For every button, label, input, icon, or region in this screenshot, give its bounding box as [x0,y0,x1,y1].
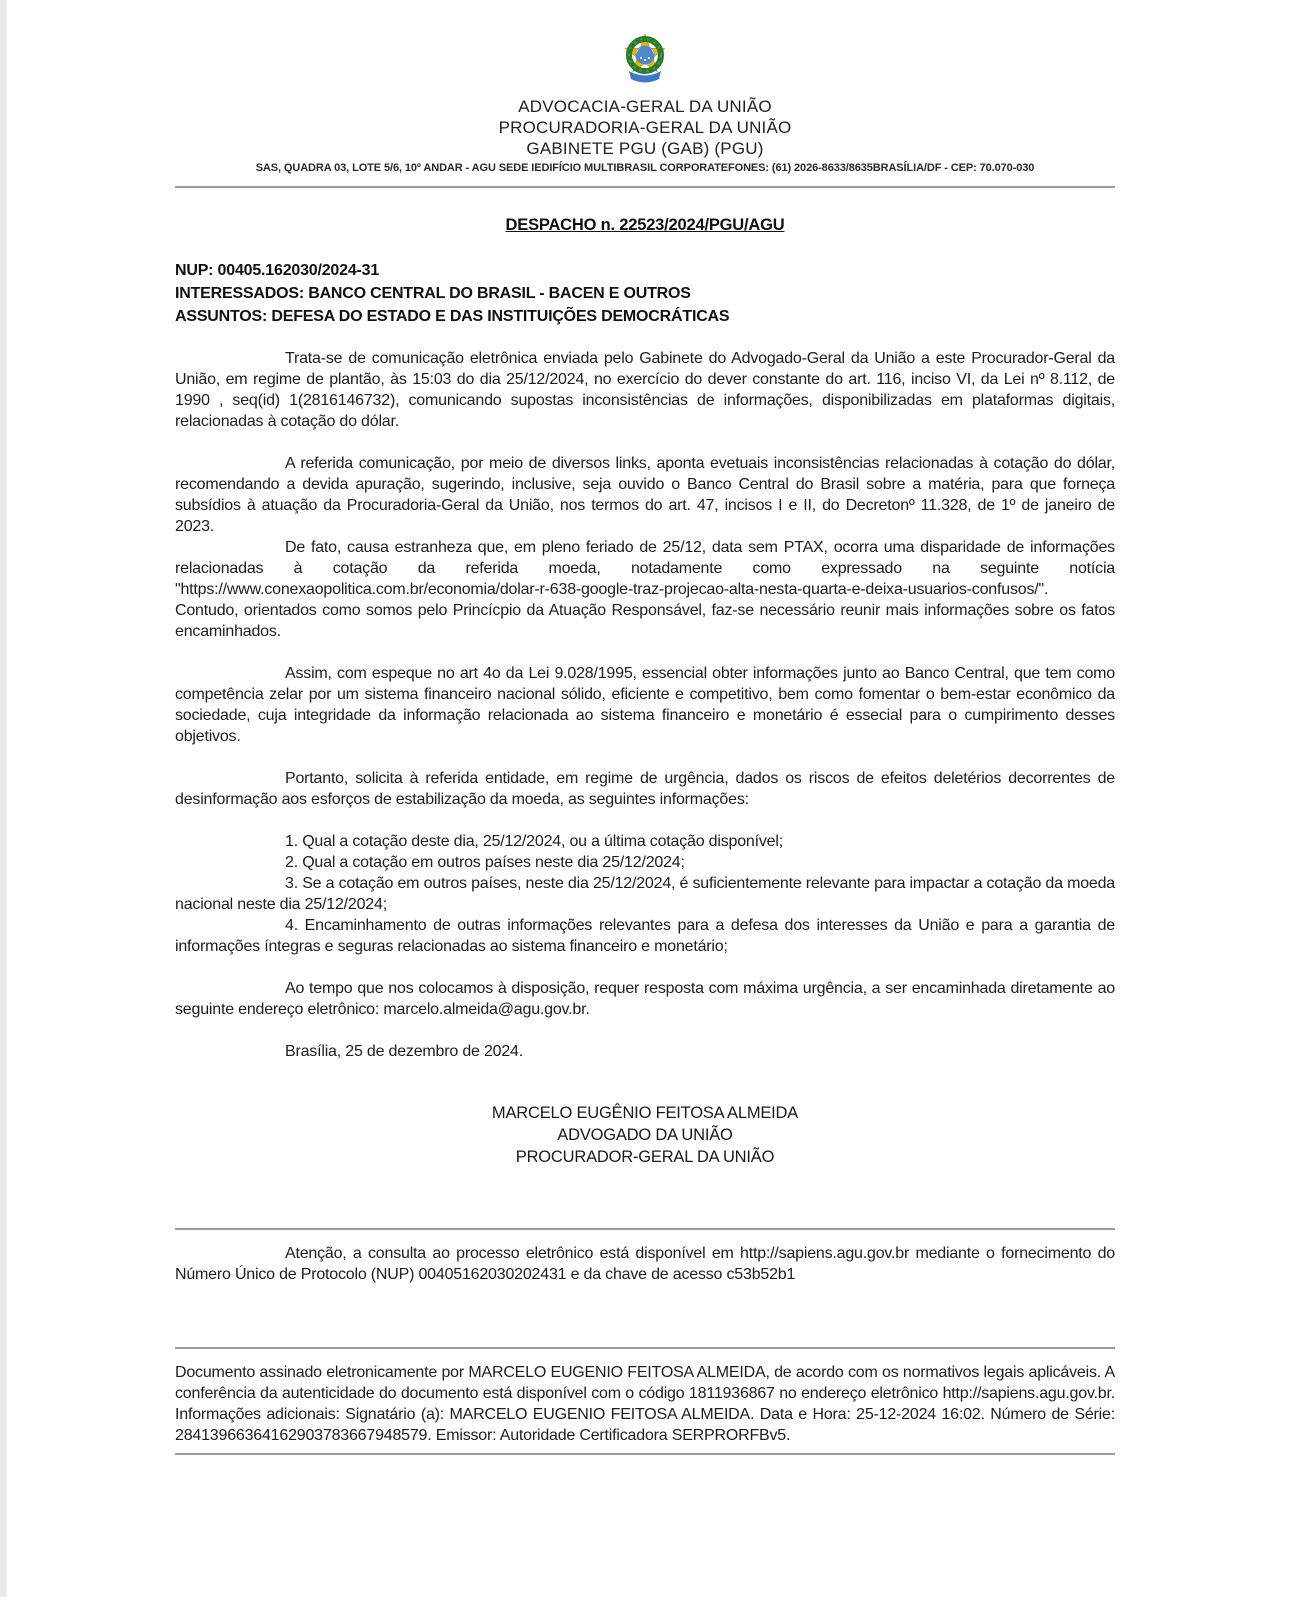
org-name-line3: GABINETE PGU (GAB) (PGU) [526,139,764,158]
header-address: SAS, QUADRA 03, LOTE 5/6, 10º ANDAR - AGU SEDE IEDIFÍCIO MULTIBRASIL CORPORATEFONES: (61) 2026-8633/8635BRASÍLIA/DF - CEP: 70.070-030 [255,162,1035,174]
meta-interessados: INTERESSADOS: BANCO CENTRAL DO BRASIL - BACEN E OUTROS [175,285,691,302]
brazil-coat-of-arms-logo [613,26,677,92]
paragraph-5: Portanto, solicita à referida entidade, em regime de urgência, dados os riscos de efeitos deletérios decorrentes de desinformação aos esforços de estabilização da moeda, as seguintes informações: [175,770,1115,808]
footer-bottom-divider [175,1453,1115,1455]
list-item-4: 4. Encaminhamento de outras informações relevantes para a defesa dos interesses da União e para a garantia de informações íntegras e seguras relacionadas ao sistema financeiro e monetário; [175,917,1115,955]
footer-top-divider [175,1347,1115,1349]
signature-block [175,1102,1115,1168]
brazil-coat-of-arms-icon [613,26,677,92]
notice-top-divider [175,1228,1115,1230]
signer-role-1: ADVOGADO DA UNIÃO [557,1126,733,1144]
org-name-line2: PROCURADORIA-GERAL DA UNIÃO [498,118,792,137]
paragraph-4: Assim, com espeque no art 4o da Lei 9.028/1995, essencial obter informações junto ao Banco Central, que tem como competência zelar por um sistema financeiro nacional sólido, eficiente e competitivo, bem como fomentar o bem-estar econômico da sociedade, cuja integridade da informação relacionada ao sistema financeiro e monetário é essecial para o cumpirimento desses objetivos. [175,665,1115,745]
org-name-line1: ADVOCACIA-GERAL DA UNIÃO [518,97,772,116]
paragraph-1: Trata-se de comunicação eletrônica enviada pelo Gabinete do Advogado-Geral da União a este Procurador-Geral da União, em regime de plantão, às 15:03 do dia 25/12/2024, no exercício do dever constante do art. 116, inciso VI, da Lei nº 8.112, de 1990 , seq(id) 1(2816146732), comunicando supostas inconsistências de informações, disponibilizadas em plataformas digitais, relacionadas à cotação do dólar. [175,350,1115,430]
scan-edge-artifact [0,0,7,1597]
document-title: DESPACHO n. 22523/2024/PGU/AGU [505,216,785,234]
signer-name: MARCELO EUGÊNIO FEITOSA ALMEIDA [491,1104,799,1122]
meta-nup: NUP: 00405.162030/2024-31 [175,262,380,279]
paragraph-3: De fato, causa estranheza que, em pleno feriado de 25/12, data sem PTAX, ocorra uma disparidade de informações relacionadas à cotação da referida moeda, notadamente como expressado na seguinte notícia "https://www.conexaopolitica.com.br/economia/dolar-r-638-google-traz-projecao-alta-nesta-quarta-e-deixa-usuarios-confusos/". Contudo, orientados como somos pelo Princícpio da Atuação Responsável, faz-se necessário reunir mais informações sobre os fatos encaminhados. [175,539,1115,640]
list-item-3: 3. Se a cotação em outros países, neste dia 25/12/2024, é suficientemente relevante para impactar a cotação da moeda nacional neste dia 25/12/2024; [175,875,1115,913]
notice-paragraph: Atenção, a consulta ao processo eletrônico está disponível em http://sapiens.agu.gov.br mediante o fornecimento do Número Único de Protocolo (NUP) 00405162030202431 e da chave de acesso c53b52b1 [175,1245,1115,1283]
closing-paragraph: Ao tempo que nos colocamos à disposição, requer resposta com máxima urgência, a ser encaminhada diretamente ao seguinte endereço eletrônico: marcelo.almeida@agu.gov.br. [175,980,1115,1018]
list-item-2: 2. Qual a cotação em outros países neste dia 25/12/2024; [285,854,685,871]
list-item-1: 1. Qual a cotação deste dia, 25/12/2024, ou a última cotação disponível; [285,833,783,850]
document-meta [175,259,1115,328]
header-divider [175,186,1115,188]
date-line: Brasília, 25 de dezembro de 2024. [285,1043,524,1060]
electronic-signature-text: Documento assinado eletronicamente por MARCELO EUGENIO FEITOSA ALMEIDA, de acordo com os normativos legais aplicáveis. A conferência da autenticidade do documento está disponível com o código 1811936867 no endereço eletrônico http://sapiens.agu.gov.br. Informações adicionais: Signatário (a): MARCELO EUGENIO FEITOSA ALMEIDA. Data e Hora: 25-12-2024 16:02. Número de Série: 28413966364162903783667948579. Emissor: Autoridade Certificadora SERPRORFBv5. [175,1364,1115,1444]
signer-role-2: PROCURADOR-GERAL DA UNIÃO [515,1148,775,1166]
header-org-block [175,96,1115,159]
request-list [175,831,1115,957]
paragraph-2: A referida comunicação, por meio de diversos links, aponta evetuais inconsistências relacionadas à cotação do dólar, recomendando a devida apuração, sugerindo, inclusive, seja ouvido o Banco Central do Brasil sobre a matéria, para que forneça subsídios à atuação da Procuradoria-Geral da União, nos termos do art. 47, incisos I e II, do Decretonº 11.328, de 1º de janeiro de 2023. [175,455,1115,535]
meta-assuntos: ASSUNTOS: DEFESA DO ESTADO E DAS INSTITUIÇÕES DEMOCRÁTICAS [175,308,730,325]
